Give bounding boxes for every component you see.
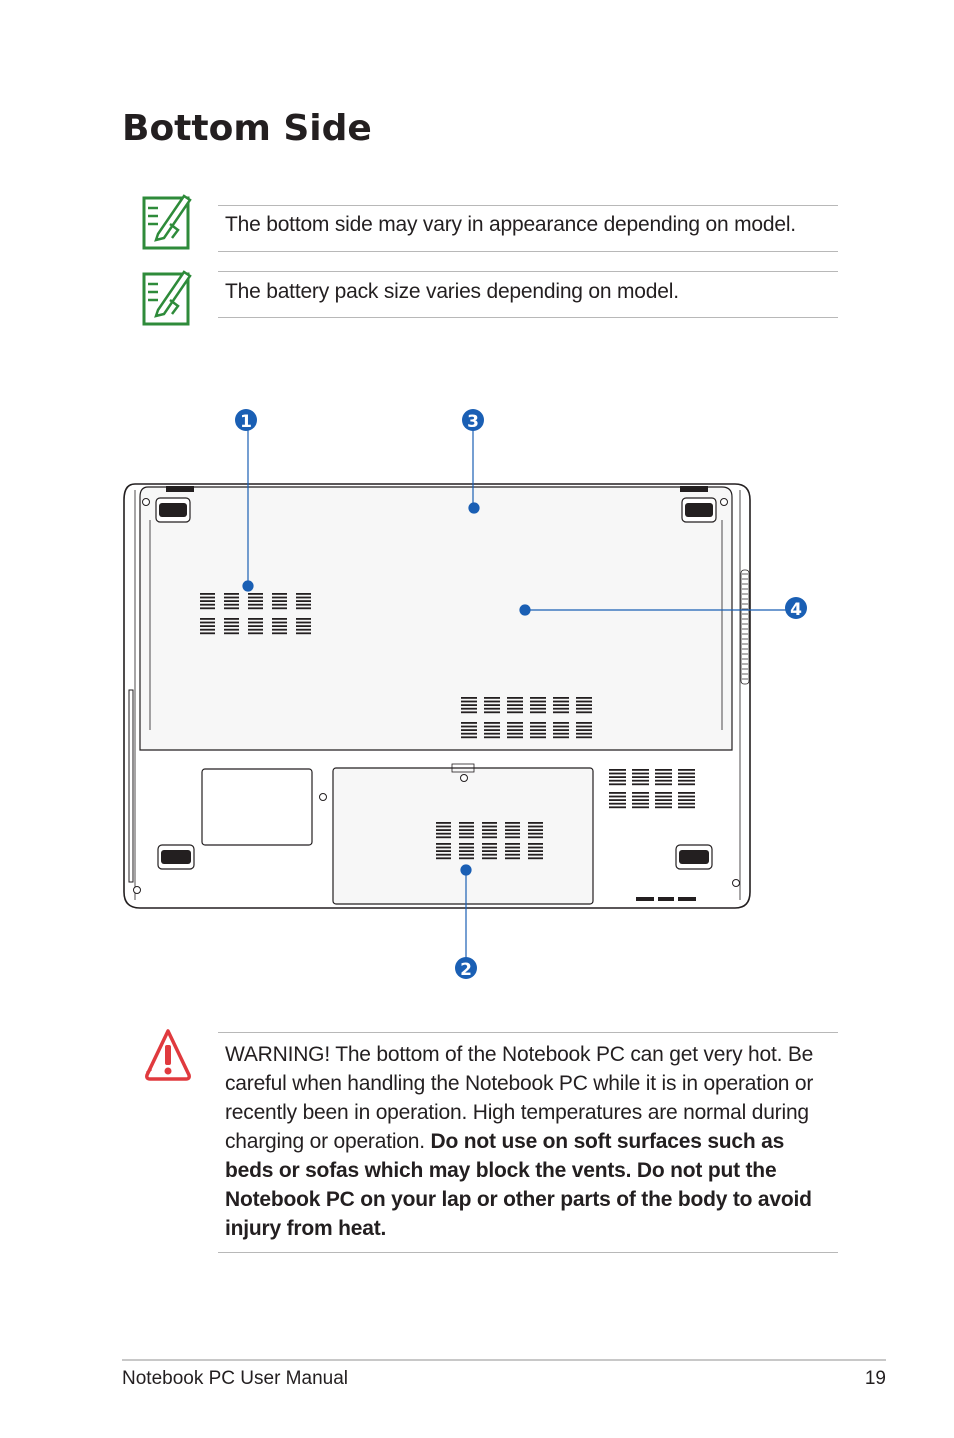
vent-slot <box>224 593 239 595</box>
vent-slot <box>200 597 215 599</box>
vent-slot <box>553 701 569 703</box>
vent-slot <box>224 604 239 606</box>
vent-slot <box>609 803 626 805</box>
vent-slot <box>553 736 569 738</box>
vent-slot <box>484 697 500 699</box>
vent-slot <box>553 726 569 728</box>
vent-slot <box>200 604 215 606</box>
vent-slot <box>436 822 451 824</box>
vent-slot <box>248 629 263 631</box>
vent-slot <box>436 843 451 845</box>
vent-slot <box>507 708 523 710</box>
vent-slot <box>296 600 311 602</box>
vent-slot <box>200 607 215 609</box>
vent-slot <box>655 799 672 801</box>
vent-slot <box>505 857 520 859</box>
vent-slot <box>553 708 569 710</box>
vent-slot <box>528 847 543 849</box>
vent-slot <box>678 803 695 805</box>
notebook-bottom-diagram <box>110 395 830 995</box>
vent-slot <box>678 776 695 778</box>
vent-slot <box>505 822 520 824</box>
vent-slot <box>296 593 311 595</box>
vent-slot <box>484 711 500 713</box>
vent-slot <box>272 600 287 602</box>
vent-slot <box>678 780 695 782</box>
vent-slot <box>576 701 592 703</box>
callout-2: 2 <box>460 960 472 980</box>
vent-slot <box>530 701 546 703</box>
vent-slot <box>553 711 569 713</box>
vent-slot <box>632 769 649 771</box>
vent-slot <box>459 822 474 824</box>
vent-slot <box>461 733 477 735</box>
vent-slot <box>436 854 451 856</box>
vent-slot <box>505 843 520 845</box>
vent-slot <box>530 729 546 731</box>
vent-slot <box>576 729 592 731</box>
note-top-rule <box>218 271 838 272</box>
vent-slot <box>530 711 546 713</box>
vent-slot <box>248 597 263 599</box>
vent-slot <box>461 722 477 724</box>
vent-slot <box>461 729 477 731</box>
vent-slot <box>272 625 287 627</box>
vent-slot <box>505 836 520 838</box>
vent-slot <box>459 843 474 845</box>
vent-slot <box>296 632 311 634</box>
vent-slot <box>248 622 263 624</box>
vent-slot <box>272 632 287 634</box>
vent-slot <box>272 622 287 624</box>
vent-slot <box>224 597 239 599</box>
vent-slot <box>272 604 287 606</box>
vent-slot <box>482 826 497 828</box>
vent-slot <box>248 600 263 602</box>
vent-slot <box>609 783 626 785</box>
vent-slot <box>296 629 311 631</box>
vent-slot <box>609 799 626 801</box>
vent-slot <box>296 604 311 606</box>
warning-top-rule <box>218 1032 838 1033</box>
vent-slot <box>632 773 649 775</box>
footer-rule <box>122 1359 886 1361</box>
vent-slot <box>461 704 477 706</box>
vent-slot <box>461 736 477 738</box>
vent-slot <box>655 806 672 808</box>
vent-slot <box>632 783 649 785</box>
vent-slot <box>530 704 546 706</box>
vent-slot <box>609 792 626 794</box>
vent-slot <box>459 850 474 852</box>
callout-3: 3 <box>467 412 479 432</box>
vent-slot <box>200 622 215 624</box>
vent-slot <box>576 704 592 706</box>
vent-slot <box>553 722 569 724</box>
vent-slot <box>459 826 474 828</box>
warning-bottom-rule <box>218 1252 838 1253</box>
vent-slot <box>248 618 263 620</box>
vent-slot <box>553 704 569 706</box>
vent-slot <box>484 736 500 738</box>
vent-slot <box>484 701 500 703</box>
callout-4: 4 <box>790 600 802 620</box>
vent-slot <box>436 836 451 838</box>
vent-slot <box>482 857 497 859</box>
note-pencil-icon <box>140 190 194 252</box>
vent-slot <box>507 704 523 706</box>
vent-slot <box>609 776 626 778</box>
page-number: 19 <box>864 1368 886 1389</box>
vent-slot <box>609 796 626 798</box>
warning-triangle-icon <box>143 1027 193 1083</box>
note-pencil-icon <box>140 266 194 328</box>
vent-slot <box>436 857 451 859</box>
vent-slot <box>507 697 523 699</box>
page-title: Bottom Side <box>122 108 372 149</box>
vent-slot <box>507 711 523 713</box>
vent-slot <box>507 722 523 724</box>
callout-dot-4 <box>520 605 530 615</box>
vent-slot <box>248 632 263 634</box>
vent-slot <box>224 618 239 620</box>
vent-slot <box>655 776 672 778</box>
vent-slot <box>224 607 239 609</box>
note-bottom-rule <box>218 317 838 318</box>
vent-slot <box>484 708 500 710</box>
vent-slot <box>609 806 626 808</box>
note-top-rule <box>218 205 838 206</box>
vent-slot <box>200 618 215 620</box>
vent-slot <box>678 792 695 794</box>
vent-slot <box>482 836 497 838</box>
vent-slot <box>461 711 477 713</box>
vent-slot <box>272 618 287 620</box>
vent-slot <box>655 773 672 775</box>
vent-slot <box>459 833 474 835</box>
vent-slot <box>436 850 451 852</box>
vent-slot <box>482 843 497 845</box>
vent-slot <box>459 829 474 831</box>
vent-slot <box>576 722 592 724</box>
vent-slot <box>632 806 649 808</box>
vent-slot <box>655 783 672 785</box>
vent-slot <box>576 697 592 699</box>
vent-slot <box>632 776 649 778</box>
vent-slot <box>530 726 546 728</box>
vent-slot <box>553 733 569 735</box>
vent-slot <box>224 600 239 602</box>
vent-slot <box>484 733 500 735</box>
vent-slot <box>678 796 695 798</box>
vent-slot <box>296 597 311 599</box>
vent-slot <box>200 629 215 631</box>
note-bottom-rule <box>218 251 838 252</box>
vent-slot <box>632 792 649 794</box>
vent-slot <box>528 836 543 838</box>
warning-emphasis: Do not use on soft surfaces such as beds or sofas which may block the vents. Do not put the Notebook PC on your lap or other parts of the body to avoid injury from heat. <box>225 1130 812 1240</box>
vent-slot <box>224 625 239 627</box>
vent-slot <box>632 799 649 801</box>
vent-slot <box>576 726 592 728</box>
vent-slot <box>200 600 215 602</box>
vent-slot <box>632 796 649 798</box>
vent-slot <box>505 854 520 856</box>
vent-slot <box>678 783 695 785</box>
vent-slot <box>530 708 546 710</box>
vent-slot <box>200 625 215 627</box>
vent-slot <box>528 857 543 859</box>
vent-slot <box>528 854 543 856</box>
vent-slot <box>461 708 477 710</box>
vent-slot <box>576 708 592 710</box>
vent-slot <box>272 597 287 599</box>
vent-slot <box>296 622 311 624</box>
vent-slot <box>459 836 474 838</box>
vent-slot <box>528 826 543 828</box>
vent-slot <box>482 829 497 831</box>
vent-slot <box>248 604 263 606</box>
vent-slot <box>528 822 543 824</box>
vent-slot <box>553 729 569 731</box>
vent-slot <box>200 632 215 634</box>
vent-slot <box>484 726 500 728</box>
vent-slot <box>632 803 649 805</box>
vent-slot <box>655 769 672 771</box>
vent-slot <box>436 829 451 831</box>
vent-slot <box>507 701 523 703</box>
vent-slot <box>461 726 477 728</box>
vent-slot <box>272 593 287 595</box>
vent-slot <box>530 736 546 738</box>
vent-slot <box>609 780 626 782</box>
warning-text <box>225 1040 837 1243</box>
vent-slot <box>459 847 474 849</box>
vent-slot <box>505 826 520 828</box>
vent-slot <box>461 697 477 699</box>
note-text: The battery pack size varies depending on model. <box>225 280 679 303</box>
vent-slot <box>655 780 672 782</box>
vent-slot <box>272 629 287 631</box>
vent-slot <box>507 729 523 731</box>
vent-slot <box>530 733 546 735</box>
vent-slot <box>505 833 520 835</box>
vent-slot <box>528 833 543 835</box>
vent-slot <box>576 711 592 713</box>
vent-slot <box>507 736 523 738</box>
vent-slot <box>224 632 239 634</box>
footer-manual-name: Notebook PC User Manual <box>122 1368 348 1389</box>
vent-slot <box>459 857 474 859</box>
vent-slot <box>678 769 695 771</box>
vent-slot <box>507 726 523 728</box>
vent-slot <box>505 829 520 831</box>
vent-slot <box>436 826 451 828</box>
vent-slot <box>296 625 311 627</box>
vent-slot <box>482 854 497 856</box>
vent-slot <box>296 618 311 620</box>
vent-slot <box>678 799 695 801</box>
vent-slot <box>272 607 287 609</box>
vent-slot <box>528 850 543 852</box>
warning-intro: WARNING! The bottom of the Notebook PC can get very hot. Be careful when handling the Notebook PC while it is in operation or recently been in operation. High temperatures are normal during charging or operation. <box>225 1043 814 1153</box>
vent-slot <box>530 697 546 699</box>
vent-slot <box>461 701 477 703</box>
vent-slot <box>484 722 500 724</box>
vent-slot <box>482 822 497 824</box>
vent-slot <box>507 733 523 735</box>
vent-slot <box>528 843 543 845</box>
vent-slot <box>436 847 451 849</box>
vent-slot <box>224 622 239 624</box>
vent-slot <box>482 847 497 849</box>
vent-slot <box>553 697 569 699</box>
vent-slot <box>678 806 695 808</box>
vent-slot <box>296 607 311 609</box>
vent-slot <box>655 803 672 805</box>
vent-slot <box>459 854 474 856</box>
vent-slot <box>248 593 263 595</box>
vent-slot <box>632 780 649 782</box>
vent-slot <box>505 850 520 852</box>
vent-slot <box>609 769 626 771</box>
vent-slot <box>484 729 500 731</box>
vent-slot <box>576 733 592 735</box>
vent-slot <box>505 847 520 849</box>
callout-dot-3 <box>469 503 479 513</box>
vent-slot <box>576 736 592 738</box>
vent-slot <box>609 773 626 775</box>
vent-slot <box>482 833 497 835</box>
vent-slot <box>482 850 497 852</box>
vent-slot <box>655 796 672 798</box>
vent-slot <box>484 704 500 706</box>
vent-slot <box>530 722 546 724</box>
callout-dot-1 <box>243 581 253 591</box>
vent-slot <box>248 625 263 627</box>
vent-slot <box>224 629 239 631</box>
note-text: The bottom side may vary in appearance depending on model. <box>225 213 796 236</box>
vent-slot <box>655 792 672 794</box>
vent-slot <box>678 773 695 775</box>
vent-slot <box>200 593 215 595</box>
vent-slot <box>528 829 543 831</box>
vent-slot <box>436 833 451 835</box>
callout-1: 1 <box>240 412 252 432</box>
vent-slot <box>248 607 263 609</box>
callout-dot-2 <box>461 865 471 875</box>
